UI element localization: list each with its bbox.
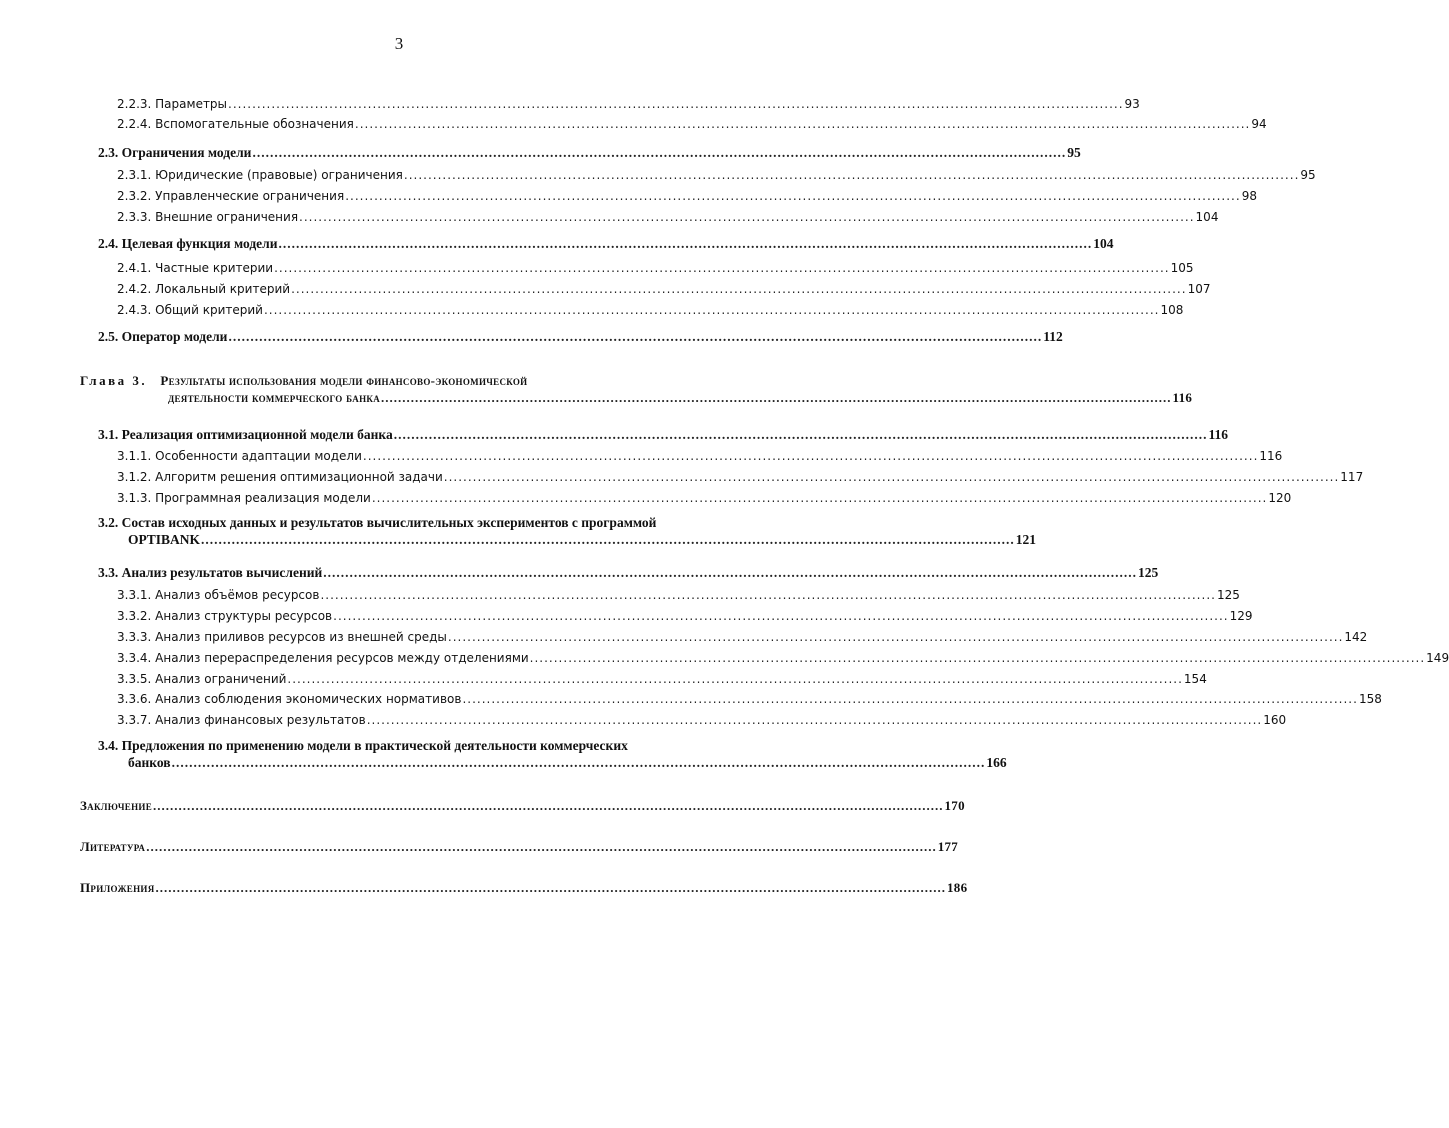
toc-entry-3-2 (128, 532, 1037, 548)
toc-page-ref: 186 (947, 880, 968, 895)
dot-leader: .......................................................................................................................................................................................... (287, 672, 1183, 686)
toc-label-line2: банков (128, 755, 171, 770)
toc-page-ref: 177 (937, 839, 959, 854)
toc-entry-2-3-3 (117, 209, 1219, 225)
dot-leader: .......................................................................................................................................................................................... (291, 282, 1187, 296)
toc-entry-2-5 (98, 329, 1063, 345)
toc-page-ref: 104 (1093, 236, 1114, 251)
toc-page-ref: 116 (1172, 390, 1193, 405)
toc-entry-2-2-3 (117, 96, 1140, 112)
dot-leader: .......................................................................................................................................................................................... (228, 329, 1043, 344)
toc-entry-3-3-1 (117, 587, 1240, 603)
dot-leader: .......................................................................................................................................................................................... (366, 713, 1263, 727)
toc-page-ref: 107 (1187, 282, 1211, 296)
toc-label: 2.5. Оператор модели (98, 329, 228, 344)
dot-leader: .......................................................................................................................................................................................... (201, 532, 1015, 547)
toc-label: Заключение (80, 798, 152, 813)
toc-page-ref: 104 (1195, 210, 1219, 224)
chapter-title-line2: деятельности коммерческого банка (168, 390, 381, 405)
dot-leader: .......................................................................................................................................................................................... (393, 427, 1208, 442)
toc-entry-2-4-3 (117, 302, 1184, 318)
toc-entry-3-3-7 (117, 712, 1287, 728)
toc-page-ref: 142 (1344, 630, 1368, 644)
toc-label: 3.1.3. Программная реализация модели (117, 491, 371, 505)
toc-label: 3.1. Реализация оптимизационной модели банка (98, 427, 393, 442)
toc-entry-appendices (80, 880, 968, 896)
toc-entry-chapter-3 (168, 390, 1193, 406)
toc-entry-2-3-1 (117, 167, 1316, 183)
toc-page-ref: 116 (1259, 449, 1283, 463)
toc-page-ref: 95 (1300, 168, 1316, 182)
toc-entry-3-1-3 (117, 490, 1292, 506)
toc-label: 2.3.1. Юридические (правовые) ограничения (117, 168, 403, 182)
dot-leader: .......................................................................................................................................................................................... (146, 839, 937, 854)
toc-label: Приложения (80, 880, 155, 895)
toc-label: 2.4.1. Частные критерии (117, 261, 274, 275)
dot-leader: .......................................................................................................................................................................................... (323, 565, 1138, 580)
toc-label: 2.3.2. Управленческие ограничения (117, 189, 345, 203)
toc-label: Литература (80, 839, 146, 854)
toc-entry-3-4-line1: 3.4. Предложения по применению модели в практической деятельности коммерческих (98, 738, 628, 753)
toc-label: 3.1.2. Алгоритм решения оптимизационной задачи (117, 470, 443, 484)
toc-label: 2.4.2. Локальный критерий (117, 282, 291, 296)
dot-leader: .......................................................................................................................................................................................... (362, 449, 1259, 463)
toc-entry-3-3-3 (117, 629, 1368, 645)
toc-label: 3.3. Анализ результатов вычислений (98, 565, 323, 580)
toc-page-ref: 154 (1183, 672, 1207, 686)
toc-label: 2.3.3. Внешние ограничения (117, 210, 299, 224)
toc-entry-literature (80, 839, 959, 855)
dot-leader: .......................................................................................................................................................................................... (381, 390, 1172, 405)
toc-page-ref: 116 (1208, 427, 1228, 442)
dot-leader: .......................................................................................................................................................................................... (153, 798, 944, 813)
dot-leader: .......................................................................................................................................................................................... (447, 630, 1344, 644)
toc-label: 3.3.3. Анализ приливов ресурсов из внешней среды (117, 630, 447, 644)
toc-entry-2-4-1 (117, 260, 1194, 276)
dot-leader: .......................................................................................................................................................................................... (320, 588, 1216, 602)
toc-entry-2-3 (98, 145, 1081, 161)
toc-page-ref: 94 (1251, 117, 1267, 131)
dot-leader: .......................................................................................................................................................................................... (354, 117, 1251, 131)
toc-entry-3-1 (98, 427, 1228, 443)
toc-label: 3.3.7. Анализ финансовых результатов (117, 713, 366, 727)
toc-label: 2.4. Целевая функция модели (98, 236, 278, 251)
toc-page-ref: 98 (1241, 189, 1257, 203)
dot-leader: .......................................................................................................................................................................................... (228, 97, 1124, 111)
toc-page-ref: 158 (1358, 692, 1382, 706)
toc-page-ref: 120 (1268, 491, 1292, 505)
toc-entry-conclusion (80, 798, 965, 814)
toc-label: 3.3.1. Анализ объёмов ресурсов (117, 588, 320, 602)
toc-label: 3.3.6. Анализ соблюдения экономических нормативов (117, 692, 462, 706)
dot-leader: .......................................................................................................................................................................................... (263, 303, 1160, 317)
page-number: 3 (394, 34, 404, 53)
toc-page-ref: 170 (944, 798, 965, 813)
dot-leader: .......................................................................................................................................................................................... (155, 880, 946, 895)
toc-page-ref: 112 (1043, 329, 1063, 344)
dot-leader: .......................................................................................................................................................................................... (252, 145, 1067, 160)
toc-page-ref: 149 (1426, 651, 1449, 665)
toc-label: 3.3.2. Анализ структуры ресурсов (117, 609, 333, 623)
dot-leader: .......................................................................................................................................................................................... (345, 189, 1241, 203)
toc-entry-3-1-2 (117, 469, 1364, 485)
toc-page-ref: 166 (986, 755, 1007, 770)
toc-page-ref: 121 (1015, 532, 1037, 547)
toc-label-line2: OPTIBANK (128, 532, 201, 547)
toc-entry-3-1-1 (117, 448, 1283, 464)
toc-entry-3-3-4 (117, 650, 1449, 666)
dot-leader: .......................................................................................................................................................................................... (529, 651, 1426, 665)
toc-entry-2-2-4 (117, 116, 1267, 132)
dot-leader: .......................................................................................................................................................................................... (171, 755, 986, 770)
toc-label: 2.2.3. Параметры (117, 97, 228, 111)
toc-page-ref: 117 (1340, 470, 1364, 484)
toc-entry-2-4 (98, 236, 1114, 252)
dot-leader: .......................................................................................................................................................................................... (278, 236, 1093, 251)
toc-entry-3-3-2 (117, 608, 1253, 624)
toc-entry-2-3-2 (117, 188, 1257, 204)
dot-leader: .......................................................................................................................................................................................... (462, 692, 1358, 706)
toc-page-ref: 129 (1229, 609, 1253, 623)
toc-label: 3.1.1. Особенности адаптации модели (117, 449, 362, 463)
toc-page-ref: 125 (1216, 588, 1240, 602)
toc-entry-3-4 (128, 755, 1007, 771)
toc-entry-3-3 (98, 565, 1159, 581)
toc-page-ref: 160 (1263, 713, 1287, 727)
toc-label: 2.4.3. Общий критерий (117, 303, 263, 317)
toc-page-ref: 125 (1138, 565, 1159, 580)
dot-leader: .......................................................................................................................................................................................... (403, 168, 1300, 182)
toc-label: 2.3. Ограничения модели (98, 145, 252, 160)
toc-page-ref: 93 (1124, 97, 1140, 111)
toc-label: 3.3.4. Анализ перераспределения ресурсов между отделениями (117, 651, 529, 665)
dot-leader: .......................................................................................................................................................................................... (299, 210, 1195, 224)
chapter-prefix: Глава 3. (80, 373, 148, 388)
toc-page-ref: 95 (1067, 145, 1081, 160)
toc-entry-2-4-2 (117, 281, 1211, 297)
dot-leader: .......................................................................................................................................................................................... (333, 609, 1229, 623)
toc-entry-3-2-line1: 3.2. Состав исходных данных и результатов вычислительных экспериментов с программой (98, 515, 657, 530)
toc-label: 2.2.4. Вспомогательные обозначения (117, 117, 354, 131)
chapter-title-line1: Результаты использования модели финансово-экономической (160, 373, 528, 388)
toc-page-ref: 108 (1160, 303, 1184, 317)
dot-leader: .......................................................................................................................................................................................... (371, 491, 1268, 505)
toc-page-ref: 105 (1170, 261, 1194, 275)
chapter-3-heading (80, 373, 527, 389)
dot-leader: .......................................................................................................................................................................................... (443, 470, 1340, 484)
toc-label: 3.3.5. Анализ ограничений (117, 672, 287, 686)
dot-leader: .......................................................................................................................................................................................... (274, 261, 1170, 275)
toc-entry-3-3-6 (117, 691, 1382, 707)
toc-entry-3-3-5 (117, 671, 1207, 687)
